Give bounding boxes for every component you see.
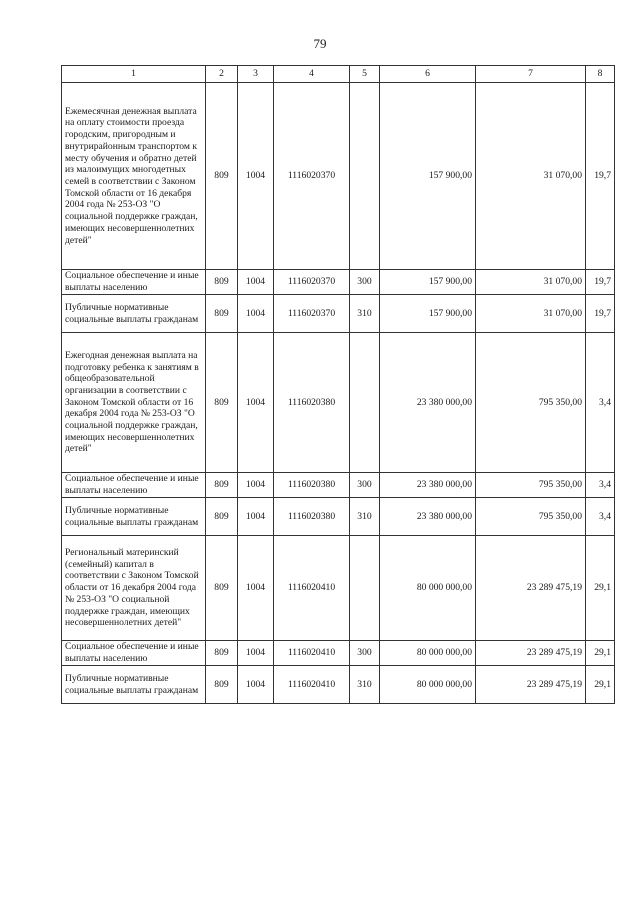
budget-table: [61, 65, 615, 704]
cell-pct: 29,1: [586, 536, 615, 641]
cell-expense-type: 310: [350, 498, 380, 536]
cell-expense-type: 300: [350, 473, 380, 498]
cell-subsection: 1004: [238, 83, 274, 270]
cell-exec: 23 289 475,19: [476, 641, 586, 666]
cell-name: Социальное обеспечение и иные выплаты населению: [62, 641, 206, 666]
cell-target-code: 1116020410: [274, 536, 350, 641]
cell-subsection: 1004: [238, 473, 274, 498]
cell-name: Социальное обеспечение и иные выплаты населению: [62, 270, 206, 295]
cell-cost: 80 000 000,00: [380, 666, 476, 704]
cell-exec: 795 350,00: [476, 498, 586, 536]
cell-expense-type: [350, 333, 380, 473]
cell-name: Социальное обеспечение и иные выплаты населению: [62, 473, 206, 498]
cell-section: 809: [206, 333, 238, 473]
cell-name: Публичные нормативные социальные выплаты гражданам: [62, 666, 206, 704]
table-row: [62, 270, 615, 295]
header-row: [62, 66, 615, 83]
cell-subsection: 1004: [238, 641, 274, 666]
cell-cost: 157 900,00: [380, 295, 476, 333]
cell-name: Ежемесячная денежная выплата на оплату стоимости проезда городским, пригородным и внутрирайонным транспортом к месту обучения и обратно детей из малоимущих многодетных семей в соответствии с Законом Томской области от 16 декабря 2004 года № 253-ОЗ "О социальной поддержке граждан, имеющих несовершеннолетних детей": [62, 83, 206, 270]
cell-expense-type: [350, 83, 380, 270]
table-row: [62, 536, 615, 641]
cell-pct: 29,1: [586, 641, 615, 666]
table-row: [62, 498, 615, 536]
cell-section: 809: [206, 536, 238, 641]
table-row: [62, 666, 615, 704]
cell-exec: 31 070,00: [476, 295, 586, 333]
cell-section: 809: [206, 295, 238, 333]
header-cell: 1: [62, 66, 206, 83]
cell-section: 809: [206, 666, 238, 704]
cell-expense-type: [350, 536, 380, 641]
header-cell: 5: [350, 66, 380, 83]
cell-target-code: 1116020380: [274, 498, 350, 536]
header-cell: 2: [206, 66, 238, 83]
cell-target-code: 1116020370: [274, 295, 350, 333]
cell-exec: 23 289 475,19: [476, 666, 586, 704]
cell-exec: 31 070,00: [476, 270, 586, 295]
cell-cost: 23 380 000,00: [380, 473, 476, 498]
cell-subsection: 1004: [238, 270, 274, 295]
cell-cost: 157 900,00: [380, 83, 476, 270]
cell-pct: 3,4: [586, 498, 615, 536]
cell-exec: 795 350,00: [476, 473, 586, 498]
cell-pct: 19,7: [586, 295, 615, 333]
header-cell: 3: [238, 66, 274, 83]
table-row: [62, 473, 615, 498]
cell-section: 809: [206, 270, 238, 295]
table-row: [62, 83, 615, 270]
header-cell: 6: [380, 66, 476, 83]
cell-subsection: 1004: [238, 498, 274, 536]
cell-target-code: 1116020380: [274, 473, 350, 498]
cell-pct: 19,7: [586, 83, 615, 270]
cell-subsection: 1004: [238, 295, 274, 333]
table-row: [62, 641, 615, 666]
cell-pct: 19,7: [586, 270, 615, 295]
cell-exec: 23 289 475,19: [476, 536, 586, 641]
cell-name: Региональный материнский (семейный) капитал в соответствии с Законом Томской области от 16 декабря 2004 года № 253-ОЗ "О социальной поддержке граждан, имеющих несовершеннолетних детей": [62, 536, 206, 641]
table-row: [62, 295, 615, 333]
cell-target-code: 1116020380: [274, 333, 350, 473]
cell-exec: 795 350,00: [476, 333, 586, 473]
cell-name: Ежегодная денежная выплата на подготовку ребенка к занятиям в общеобразовательной организации в соответствии с Законом Томской области от 16 декабря 2004 года № 253-ОЗ "О социальной поддержке граждан, имеющих несовершеннолетних детей": [62, 333, 206, 473]
cell-pct: 3,4: [586, 333, 615, 473]
cell-expense-type: 310: [350, 295, 380, 333]
cell-cost: 157 900,00: [380, 270, 476, 295]
cell-section: 809: [206, 641, 238, 666]
cell-expense-type: 300: [350, 641, 380, 666]
header-cell: 7: [476, 66, 586, 83]
cell-target-code: 1116020370: [274, 83, 350, 270]
cell-subsection: 1004: [238, 333, 274, 473]
table-row: [62, 333, 615, 473]
cell-subsection: 1004: [238, 666, 274, 704]
cell-expense-type: 310: [350, 666, 380, 704]
cell-expense-type: 300: [350, 270, 380, 295]
cell-name: Публичные нормативные социальные выплаты гражданам: [62, 295, 206, 333]
cell-target-code: 1116020410: [274, 666, 350, 704]
cell-exec: 31 070,00: [476, 83, 586, 270]
cell-cost: 23 380 000,00: [380, 333, 476, 473]
cell-cost: 23 380 000,00: [380, 498, 476, 536]
cell-pct: 3,4: [586, 473, 615, 498]
cell-target-code: 1116020370: [274, 270, 350, 295]
cell-name: Публичные нормативные социальные выплаты гражданам: [62, 498, 206, 536]
header-cell: 4: [274, 66, 350, 83]
header-cell: 8: [586, 66, 615, 83]
cell-section: 809: [206, 473, 238, 498]
cell-target-code: 1116020410: [274, 641, 350, 666]
page-number: 79: [313, 36, 327, 51]
cell-cost: 80 000 000,00: [380, 641, 476, 666]
cell-section: 809: [206, 83, 238, 270]
cell-subsection: 1004: [238, 536, 274, 641]
cell-section: 809: [206, 498, 238, 536]
cell-pct: 29,1: [586, 666, 615, 704]
cell-cost: 80 000 000,00: [380, 536, 476, 641]
